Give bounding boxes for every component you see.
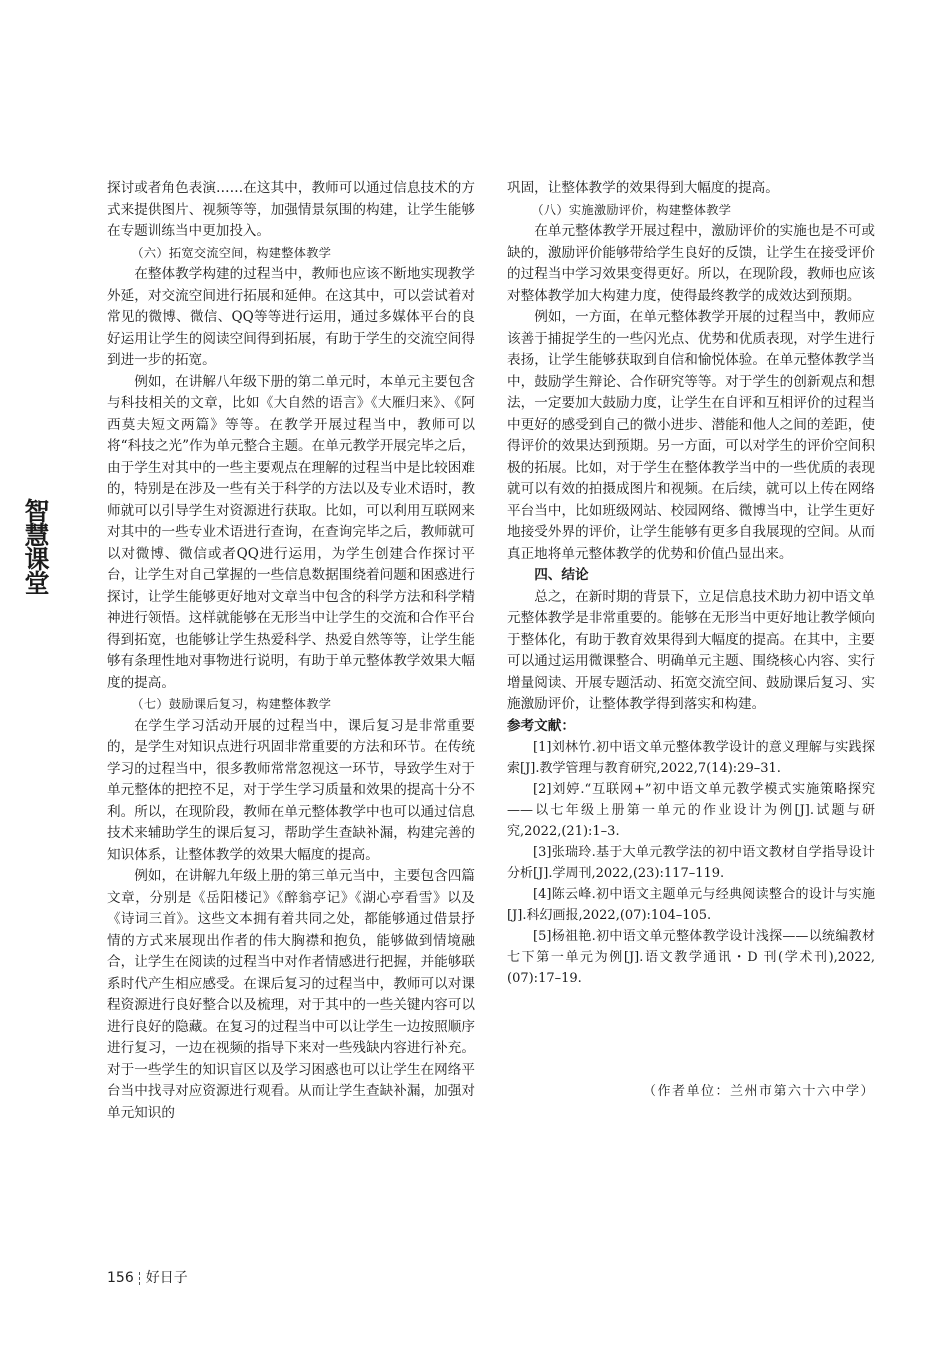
subheading: （八）实施激励评价，构建整体教学	[531, 202, 732, 217]
page-footer	[107, 1267, 188, 1287]
author-affiliation: （作者单位：兰州市第六十六中学）	[642, 1084, 875, 1099]
side-label-char: 堂	[24, 569, 50, 598]
paragraph: 总之，在新时期的背景下，立足信息技术助力初中语文单元整体教学是非常重要的。能够在无形当中更好地让教学倾向于整体化，有助于教育效果得到大幅度的提高。在其中，主要可以通过运用微课整合、明确单元主题、围绕核心内容、实行增量阅读、开展专题活动、拓宽交流空间、鼓励课后复习、实施激励评价，让整体教学得到落实和构建。	[507, 588, 875, 712]
footer-divider	[139, 1272, 141, 1285]
reference-item: [1]刘林竹.初中语文单元整体教学设计的意义理解与实践探索[J].教学管理与教育研究,2022,7(14):29–31.	[507, 740, 875, 776]
section-heading: 四、结论	[534, 567, 589, 583]
subheading: （六）拓宽交流空间，构建整体教学	[131, 245, 332, 260]
references-title: 参考文献：	[507, 717, 575, 734]
paragraph: 在整体教学构建的过程当中，教师也应该不断地实现教学外延，对交流空间进行拓展和延伸。在这其中，可以尝试着对常见的微博、微信、QQ等等进行运用，通过多媒体平台的良好运用让学生的阅读空间得到拓展，有助于学生的交流空间得到进一步的拓宽。	[107, 266, 475, 368]
page-number: 156	[107, 1270, 134, 1286]
subheading: （七）鼓励课后复习，构建整体教学	[131, 697, 332, 711]
journal-name: 好日子	[145, 1270, 188, 1286]
side-label-char: 慧	[24, 521, 50, 550]
side-label-char: 智	[24, 497, 50, 526]
paragraph: 巩固，让整体教学的效果得到大幅度的提高。	[507, 180, 779, 196]
paragraph: 例如，一方面，在单元整体教学开展的过程当中，教师应该善于捕捉学生的一些闪光点、优势和优质表现，对学生进行表扬，让学生能够获取到自信和愉悦体验。在单元整体教学当中，鼓励学生辩论、合作研究等等。对于学生的创新观点和想法，一定要加大鼓励力度，让学生在自评和互相评价的过程当中更好的感受到自己的微小进步、潜能和他人之间的差距，使得评价的效果达到预期。另一方面，可以对学生的评价空间积极的拓展。比如，对于学生在整体教学当中的一些优质的表现就可以有效的拍摄成图片和视频。在后续，就可以上传在网络平台当中，比如班级网站、校园网络、微博当中，让学生更好地接受外界的评价，让学生能够有更多自我展现的空间。从而真正地将单元整体教学的优势和价值凸显出来。	[507, 309, 875, 562]
left-column	[107, 178, 475, 1124]
paragraph: 例如，在讲解八年级下册的第二单元时，本单元主要包含与科技相关的文章，比如《大自然的语言》《大雁归来》、《阿西莫夫短文两篇》等等。在教学开展过程当中，教师可以将“科技之光”作为单元整合主题。在单元教学开展完毕之后，由于学生对其中的一些主要观点在理解的过程当中是比较困难的，特别是在涉及一些有关于科学的方法以及专业术语时，教师就可以引导学生对资源进行获取。比如，可以利用互联网来对其中的一些专业术语进行查询，在查询完毕之后，教师就可以对微博、微信或者QQ进行运用，为学生创建合作探讨平台，让学生对自己掌握的一些信息数据围绕着问题和困惑进行探讨，让学生能够更好地对文章当中包含的科学方法和科学精神进行领悟。这样就能够在无形当中让学生的交流和合作平台得到拓宽，也能够让学生热爱科学、热爱自然等等，让学生能够有条理性地对事物进行说明，有助于单元整体教学效果大幅度的提高。	[107, 373, 475, 691]
paragraph: 在单元整体教学开展过程中，激励评价的实施也是不可或缺的，激励评价能够带给学生良好的反馈，让学生在接受评价的过程当中学习效果变得更好。所以，在现阶段，教师也应该对整体教学加大构建力度，使得最终教学的成效达到预期。	[507, 223, 875, 304]
paragraph: 例如，在讲解九年级上册的第三单元当中，主要包含四篇文章，分别是《岳阳楼记》《醉翁亭记》《湖心亭看雪》以及《诗词三首》。这些文本拥有着共同之处，都能够通过借景抒情的方式来展现出作者的伟大胸襟和抱负，能够做到情境融合，让学生在阅读的过程当中对作者情感进行把握，并能够联系时代产生相应感受。在课后复习的过程当中，教师可以对课程资源进行良好整合以及梳理，对于其中的一些关键内容可以进行良好的隐藏。在复习的过程当中可以让学生一边按照顺序进行复习，一边在视频的指导下来对一些残缺内容进行补充。对于一些学生的知识盲区以及学习困惑也可以让学生在网络平台当中找寻对应资源进行观看。从而让学生查缺补漏，加强对单元知识的	[107, 868, 475, 1121]
reference-item: [5]杨祖艳.初中语文单元整体教学设计浅探——以统编教材七下第一单元为例[J].语文教学通讯・D 刊(学术刊),2022,(07):17–19.	[507, 929, 875, 986]
paragraph: 探讨或者角色表演……在这其中，教师可以通过信息技术的方式来提供图片、视频等等，加强情景氛围的构建，让学生能够在专题训练当中更加投入。	[107, 180, 475, 239]
reference-item: [3]张瑞玲.基于大单元教学法的初中语文教材自学指导设计分析[J].学周刊,2022,(23):117–119.	[507, 845, 875, 881]
reference-item: [4]陈云峰.初中语文主题单元与经典阅读整合的设计与实施[J].科幻画报,2022,(07):104–105.	[507, 887, 875, 923]
paragraph: 在学生学习活动开展的过程当中，课后复习是非常重要的，是学生对知识点进行巩固非常重要的方法和环节。在传统学习的过程当中，很多教师常常忽视这一环节，导致学生对于单元整体的把控不足，对于学生学习质量和效果的提高十分不利。所以，在现阶段，教师在单元整体教学中也可以通过信息技术来辅助学生的课后复习，帮助学生查缺补漏，构建完善的知识体系，让整体教学的效果大幅度的提高。	[107, 717, 475, 863]
reference-item: [2]刘婷.“互联网+”初中语文单元教学模式实施策略探究——以七年级上册第一单元的作业设计为例[J].试题与研究,2022,(21):1–3.	[507, 782, 875, 839]
side-label-char: 课	[24, 545, 50, 574]
right-column	[507, 178, 875, 989]
side-section-label	[20, 497, 54, 598]
